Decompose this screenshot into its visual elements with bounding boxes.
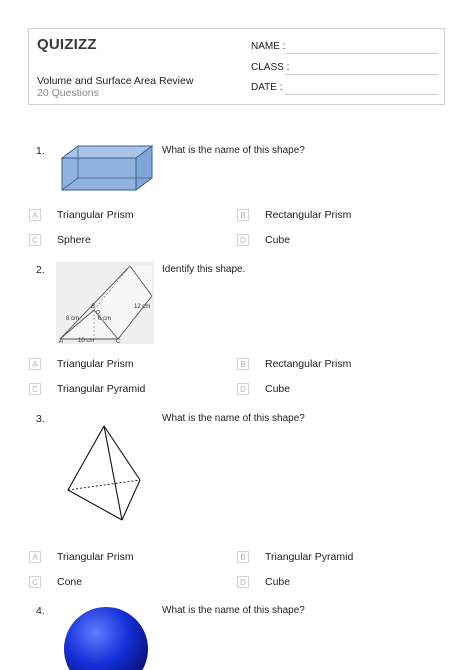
option-b-letter[interactable]: B [237,551,249,563]
date-field[interactable] [285,94,438,95]
question-number: 4. [36,605,45,617]
option-d-letter[interactable]: D [237,383,249,395]
class-field[interactable] [285,74,438,75]
date-label: DATE : [251,82,283,93]
option-c-letter[interactable]: C [29,234,41,246]
option-b-letter[interactable]: B [237,358,249,370]
dimension-12cm-label: 12 cm [134,304,151,310]
question-count: 20 Questions [37,87,99,99]
option-c-text[interactable]: Sphere [57,234,91,246]
option-a-text[interactable]: Triangular Prism [57,358,134,370]
dimension-8cm-label: 8 cm [66,316,80,322]
question-text: What is the name of this shape? [162,145,305,156]
option-b-text[interactable]: Triangular Pyramid [265,551,354,563]
option-a-letter[interactable]: A [29,358,41,370]
option-d-letter[interactable]: D [237,234,249,246]
quizizz-logo: QUIZIZZ [37,36,97,53]
triangular-prism-image [56,262,154,344]
option-a-letter[interactable]: A [29,209,41,221]
option-b-letter[interactable]: B [237,209,249,221]
option-a-text[interactable]: Triangular Prism [57,209,134,221]
question-number: 2. [36,264,45,276]
question-text: What is the name of this shape? [162,413,305,424]
option-c-letter[interactable]: C [29,576,41,588]
option-d-text[interactable]: Cube [265,383,291,395]
option-d-letter[interactable]: D [237,576,249,588]
option-d-text[interactable]: Cube [265,576,291,588]
name-label: NAME : [251,41,286,52]
option-d-text[interactable]: Cube [265,234,291,246]
question-number: 3. [36,413,45,425]
dimension-6cm-label: 6 cm [98,316,112,322]
question-text: What is the name of this shape? [162,605,305,616]
dimension-10cm-label: 10 cm [78,338,95,344]
option-c-letter[interactable]: C [29,383,41,395]
sphere-image [60,604,152,670]
class-label: CLASS : [251,62,290,73]
option-b-text[interactable]: Rectangular Prism [265,358,352,370]
question-number: 1. [36,145,45,157]
option-a-letter[interactable]: A [29,551,41,563]
vertex-a-label: A [59,339,64,344]
worksheet-header [28,28,445,105]
rectangular-prism-image [58,142,156,194]
question-text: Identify this shape. [162,264,246,275]
option-a-text[interactable]: Triangular Prism [57,551,134,563]
option-c-text[interactable]: Cone [57,576,83,588]
triangular-pyramid-image [58,420,156,526]
option-c-text[interactable]: Triangular Pyramid [57,383,146,395]
option-b-text[interactable]: Rectangular Prism [265,209,352,221]
vertex-b-label: B [91,304,96,310]
worksheet-title: Volume and Surface Area Review [37,75,194,87]
vertex-c-label: C [116,339,121,344]
name-field[interactable] [285,53,438,54]
